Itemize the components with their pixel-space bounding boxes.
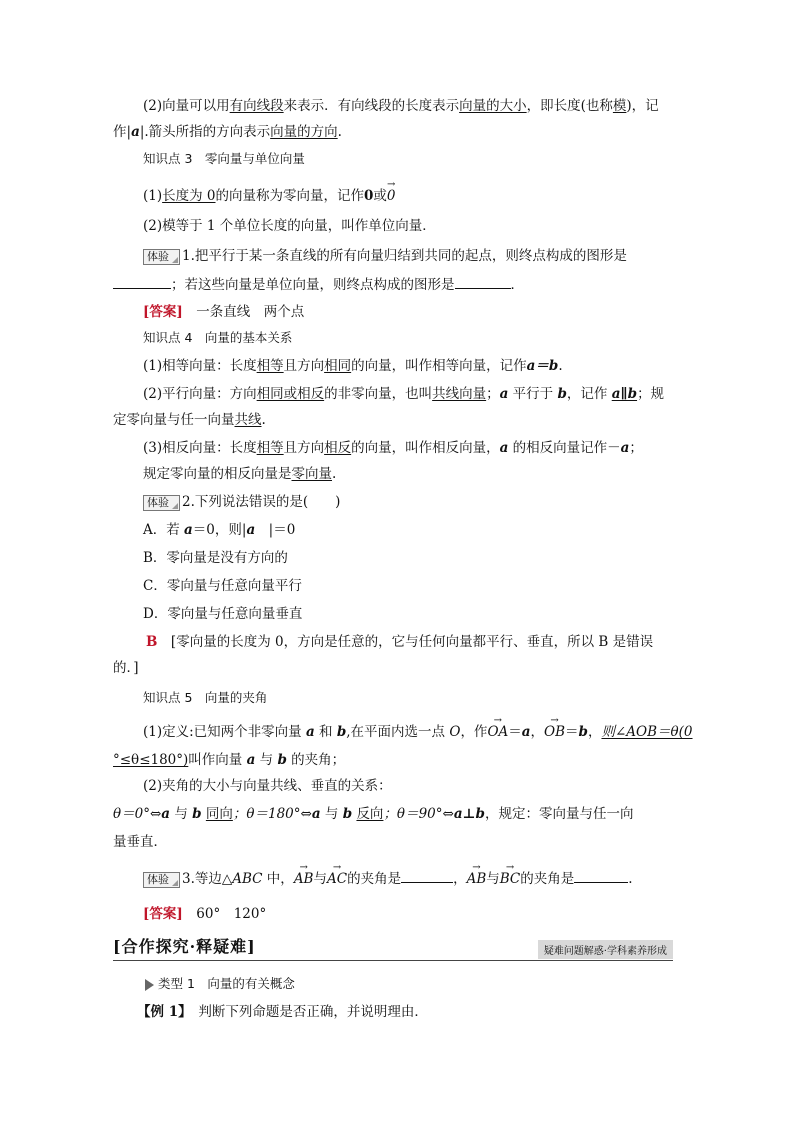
section-header: [113, 934, 673, 961]
zero-vector-symbol: → 0: [387, 186, 396, 206]
vector-ac: → AC: [327, 869, 347, 889]
section-badge: 疑难问题解惑·学科素养形成: [538, 940, 673, 959]
kp5-answer: [答案] 60° 120°: [143, 906, 267, 922]
kp3-answer: [答案] 一条直线 两个点: [143, 304, 305, 320]
kp2-line2: 作|a|.箭头所指的方向表示向量的方向.: [113, 124, 342, 140]
kp3-exercise1-line2: ；若这些向量是单位向量，则终点构成的图形是 ．: [113, 274, 524, 295]
answer-blank: [574, 868, 628, 883]
kp5-line4: θ＝0°⇔a 与 b 同向；θ＝180°⇔a 与 b 反向；θ＝90°⇔a⊥b，规定：零向量与任一向: [113, 806, 634, 822]
kp4-line1: (1)相等向量：长度相等且方向相同的向量，叫作相等向量，记作a＝b.: [143, 358, 563, 374]
kp5-line1: (1)定义:已知两个非零向量 a 和 b,在平面内选一点 O，作→ OA＝a，→ OB＝b，则∠AOB＝θ(0: [143, 722, 693, 742]
kp5-heading: 知识点 5 向量的夹角: [143, 690, 268, 705]
type1-heading: 类型 1 向量的有关概念: [145, 974, 295, 994]
kp3-line1: (1)长度为 0的向量称为零向量，记作0或→ 0: [143, 186, 396, 206]
section-title: [合作探究·释疑难]: [113, 937, 256, 956]
kp3-exercise1-line1: 体验 1.把平行于某一条直线的所有向量归结到共同的起点，则终点构成的图形是: [143, 246, 627, 266]
answer-blank: [401, 868, 453, 883]
kp5-exercise3: 体验 3.等边△ABC 中，→ AB与→ AC的夹角是 ，→ AB与→ BC的夹角是 .: [143, 868, 633, 889]
kp3-line2: (2)模等于 1 个单位长度的向量，叫作单位向量．: [143, 218, 436, 234]
tiyan-tag: 体验: [143, 872, 180, 888]
answer-blank: [113, 274, 171, 289]
option-a: A．若 a＝0，则|a |＝0: [143, 522, 296, 538]
tiyan-tag: 体验: [143, 249, 180, 265]
kp5-line3: (2)夹角的大小与向量共线、垂直的关系：: [143, 778, 392, 794]
vector-ab: → AB: [467, 869, 487, 889]
kp5-line5: 量垂直．: [113, 834, 167, 850]
solution-line1: B [零向量的长度为 0，方向是任意的，它与任何向量都平行、垂直，所以 B 是错误: [146, 634, 654, 650]
answer-blank: [455, 274, 511, 289]
play-icon: [145, 979, 154, 991]
solution-line2: 的．]: [113, 660, 139, 676]
vector-ab: → AB: [294, 869, 314, 889]
kp4-exercise2: 体验 2.下列说法错误的是( ): [143, 492, 340, 512]
option-d: D．零向量与任意向量垂直: [143, 606, 303, 622]
vector-ob: → OB: [544, 722, 565, 742]
kp2-line1: (2)向量可以用有向线段来表示．有向线段的长度表示向量的大小，即长度(也称模)，记: [143, 98, 659, 114]
kp4-line5: 规定零向量的相反向量是零向量.: [143, 466, 337, 482]
kp4-heading: 知识点 4 向量的基本关系: [143, 330, 293, 345]
vector-oa: → OA: [487, 722, 508, 742]
kp4-line3: 定零向量与任一向量共线.: [113, 412, 266, 428]
kp5-line2: °≤θ≤180°)叫作向量 a 与 b 的夹角；: [113, 752, 346, 768]
option-b: B．零向量是没有方向的: [143, 550, 288, 566]
example1: 【例 1】 判断下列命题是否正确，并说明理由．: [137, 1004, 428, 1020]
kp3-heading: 知识点 3 零向量与单位向量: [143, 151, 305, 166]
kp4-line2: (2)平行向量：方向相同或相反的非零向量，也叫共线向量；a 平行于 b，记作 a∥b；规: [143, 386, 665, 402]
vector-bc: → BC: [500, 869, 521, 889]
option-c: C．零向量与任意向量平行: [143, 578, 302, 594]
kp4-line4: (3)相反向量：长度相等且方向相反的向量，叫作相反向量，a 的相反向量记作－a；: [143, 440, 643, 456]
tiyan-tag: 体验: [143, 495, 180, 511]
